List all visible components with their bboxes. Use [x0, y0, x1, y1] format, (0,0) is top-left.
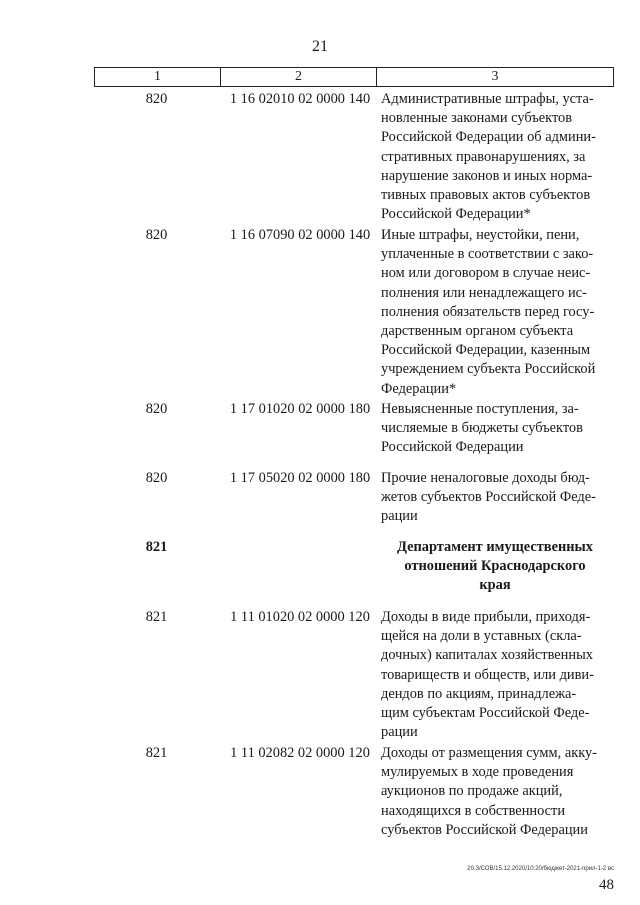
table-row: [94, 90, 614, 224]
header-col-3: 3: [491, 69, 499, 84]
budget-code: [219, 538, 381, 596]
admin-code: 821: [145, 609, 168, 625]
admin-code: 821: [145, 745, 168, 761]
department-name: Департамент имущественных отношений Краснодарского края: [397, 539, 593, 594]
budget-code: 1 16 02010 02 0000 140: [229, 91, 371, 107]
budget-code: 1 17 01020 02 0000 180: [229, 401, 371, 417]
footer-page-number: 48: [599, 877, 614, 893]
table-row: [94, 226, 614, 399]
department-heading-row: [94, 538, 614, 596]
admin-code: 821: [145, 539, 168, 555]
admin-code: 820: [145, 470, 168, 486]
table-row: [94, 469, 614, 527]
budget-code: 1 11 01020 02 0000 120: [230, 609, 370, 625]
table-header: [94, 67, 614, 87]
header-col-2: 2: [221, 68, 377, 86]
income-description: Прочие неналоговые доходы бюд- жетов субъектов Российской Феде- рации: [381, 470, 596, 525]
budget-code: 1 11 02082 02 0000 120: [230, 745, 370, 761]
admin-code: 820: [145, 227, 168, 243]
page-number: 21: [312, 38, 328, 55]
income-description: Доходы в виде прибыли, приходя- щейся на доли в уставных (скла- дочных) капиталах хозяйственных товариществ и обществ, или диви- дендов по акциям, принадлежа- щим субъектам Российской Феде- рации: [381, 609, 594, 741]
income-description: Административные штрафы, уста- новленные законами субъектов Российской Федерации об админи- стративных правонарушениях, за нарушение законов и иных норма- тивных правовых актов субъектов Российской Федерации*: [381, 91, 596, 223]
document-code: 20.3/СОВ/15.12.2020/10:20/бюджет-2021-прил-1-2 вс: [467, 866, 614, 872]
income-description: Иные штрафы, неустойки, пени, уплаченные в соответствии с зако- ном или договором в случае неис- полнения или ненадлежащего ис- полнения обязательств перед госу- дарственным органом субъекта Российской Федерации, казенным учреждением субъекта Российской Федерации*: [381, 227, 596, 397]
table-row: [94, 400, 614, 458]
budget-code: 1 17 05020 02 0000 180: [229, 470, 371, 486]
table-row: [94, 744, 614, 840]
admin-code: 820: [145, 401, 168, 417]
income-description: Невыясненные поступления, за- числяемые в бюджеты субъектов Российской Федерации: [381, 401, 583, 456]
admin-code: 820: [145, 91, 168, 107]
header-col-1: 1: [95, 68, 221, 86]
budget-code: 1 16 07090 02 0000 140: [229, 227, 371, 243]
income-description: Доходы от размещения сумм, акку- мулируемых в ходе проведения аукционов по продаже акций, находящихся в собственности субъектов Российской Федерации: [381, 745, 597, 838]
table-row: [94, 608, 614, 742]
